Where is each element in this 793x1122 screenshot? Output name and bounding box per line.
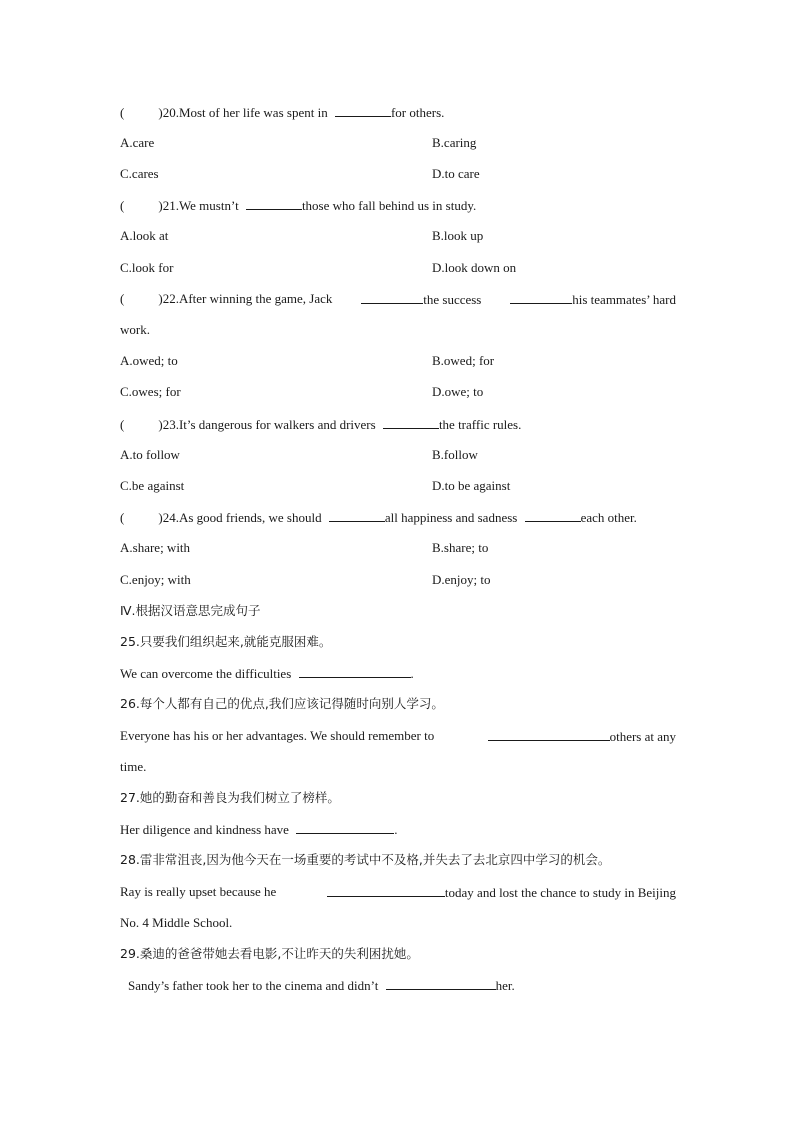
english-sentence-29: Sandy’s father took her to the cinema and didn’t her.: [128, 978, 515, 993]
option-c[interactable]: C.owes; for: [120, 384, 181, 399]
question-23: ( )23.It’s dangerous for walkers and drivers the traffic rules.: [120, 417, 522, 432]
option-a[interactable]: A.to follow: [120, 447, 180, 462]
question-24: ( )24.As good friends, we should all happiness and sadness each other.: [120, 510, 637, 525]
question-20: ( )20.Most of her life was spent in for others.: [120, 105, 445, 120]
answer-blank[interactable]: [327, 884, 445, 897]
english-sentence-26: Everyone has his or her advantages. We should remember to others at any: [120, 728, 676, 744]
option-b[interactable]: B.look up: [432, 228, 484, 243]
question-22-continued: work.: [120, 322, 150, 337]
option-d[interactable]: D.look down on: [432, 260, 517, 275]
question-22: ( )22.After winning the game, Jack the success his teammates’ hard: [120, 291, 676, 307]
option-d[interactable]: D.enjoy; to: [432, 572, 491, 587]
question-21: ( )21.We mustn’t those who fall behind us in study.: [120, 198, 477, 213]
option-a[interactable]: A.owed; to: [120, 353, 178, 368]
answer-blank[interactable]: [299, 665, 411, 678]
section-heading: Ⅳ.根据汉语意思完成句子: [120, 603, 261, 618]
option-c[interactable]: C.look for: [120, 260, 174, 275]
option-a[interactable]: A.care: [120, 135, 155, 150]
chinese-prompt-27: 27.她的勤奋和善良为我们树立了榜样。: [120, 790, 340, 805]
option-d[interactable]: D.to be against: [432, 478, 511, 493]
answer-paren-open: (: [120, 105, 125, 120]
answer-blank[interactable]: [246, 197, 302, 210]
option-b[interactable]: B.caring: [432, 135, 477, 150]
option-c[interactable]: C.be against: [120, 478, 185, 493]
option-d[interactable]: D.to care: [432, 166, 480, 181]
answer-blank[interactable]: [296, 821, 394, 834]
answer-blank[interactable]: [510, 291, 572, 304]
option-b[interactable]: B.owed; for: [432, 353, 495, 368]
answer-blank[interactable]: [525, 509, 581, 522]
chinese-prompt-25: 25.只要我们组织起来,就能克服困难。: [120, 634, 332, 649]
english-sentence-26-continued: time.: [120, 759, 147, 774]
chinese-prompt-26: 26.每个人都有自己的优点,我们应该记得随时向别人学习。: [120, 696, 444, 711]
answer-blank[interactable]: [488, 728, 610, 741]
answer-blank[interactable]: [361, 291, 423, 304]
option-a[interactable]: A.look at: [120, 228, 169, 243]
option-a[interactable]: A.share; with: [120, 540, 191, 555]
answer-blank[interactable]: [335, 104, 391, 117]
option-b[interactable]: B.share; to: [432, 540, 489, 555]
option-c[interactable]: C.cares: [120, 166, 159, 181]
english-sentence-25: We can overcome the difficulties .: [120, 666, 414, 681]
answer-blank[interactable]: [386, 977, 496, 990]
answer-blank[interactable]: [383, 416, 439, 429]
english-sentence-28-continued: No. 4 Middle School.: [120, 915, 233, 930]
option-b[interactable]: B.follow: [432, 447, 478, 462]
chinese-prompt-28: 28.雷非常沮丧,因为他今天在一场重要的考试中不及格,并失去了去北京四中学习的机会。: [120, 852, 611, 867]
english-sentence-27: Her diligence and kindness have .: [120, 822, 398, 837]
option-c[interactable]: C.enjoy; with: [120, 572, 191, 587]
option-d[interactable]: D.owe; to: [432, 384, 484, 399]
english-sentence-28: Ray is really upset because he today and lost the chance to study in Beijing: [120, 884, 676, 900]
answer-blank[interactable]: [329, 509, 385, 522]
chinese-prompt-29: 29.桑迪的爸爸带她去看电影,不让昨天的失利困扰她。: [120, 946, 419, 961]
